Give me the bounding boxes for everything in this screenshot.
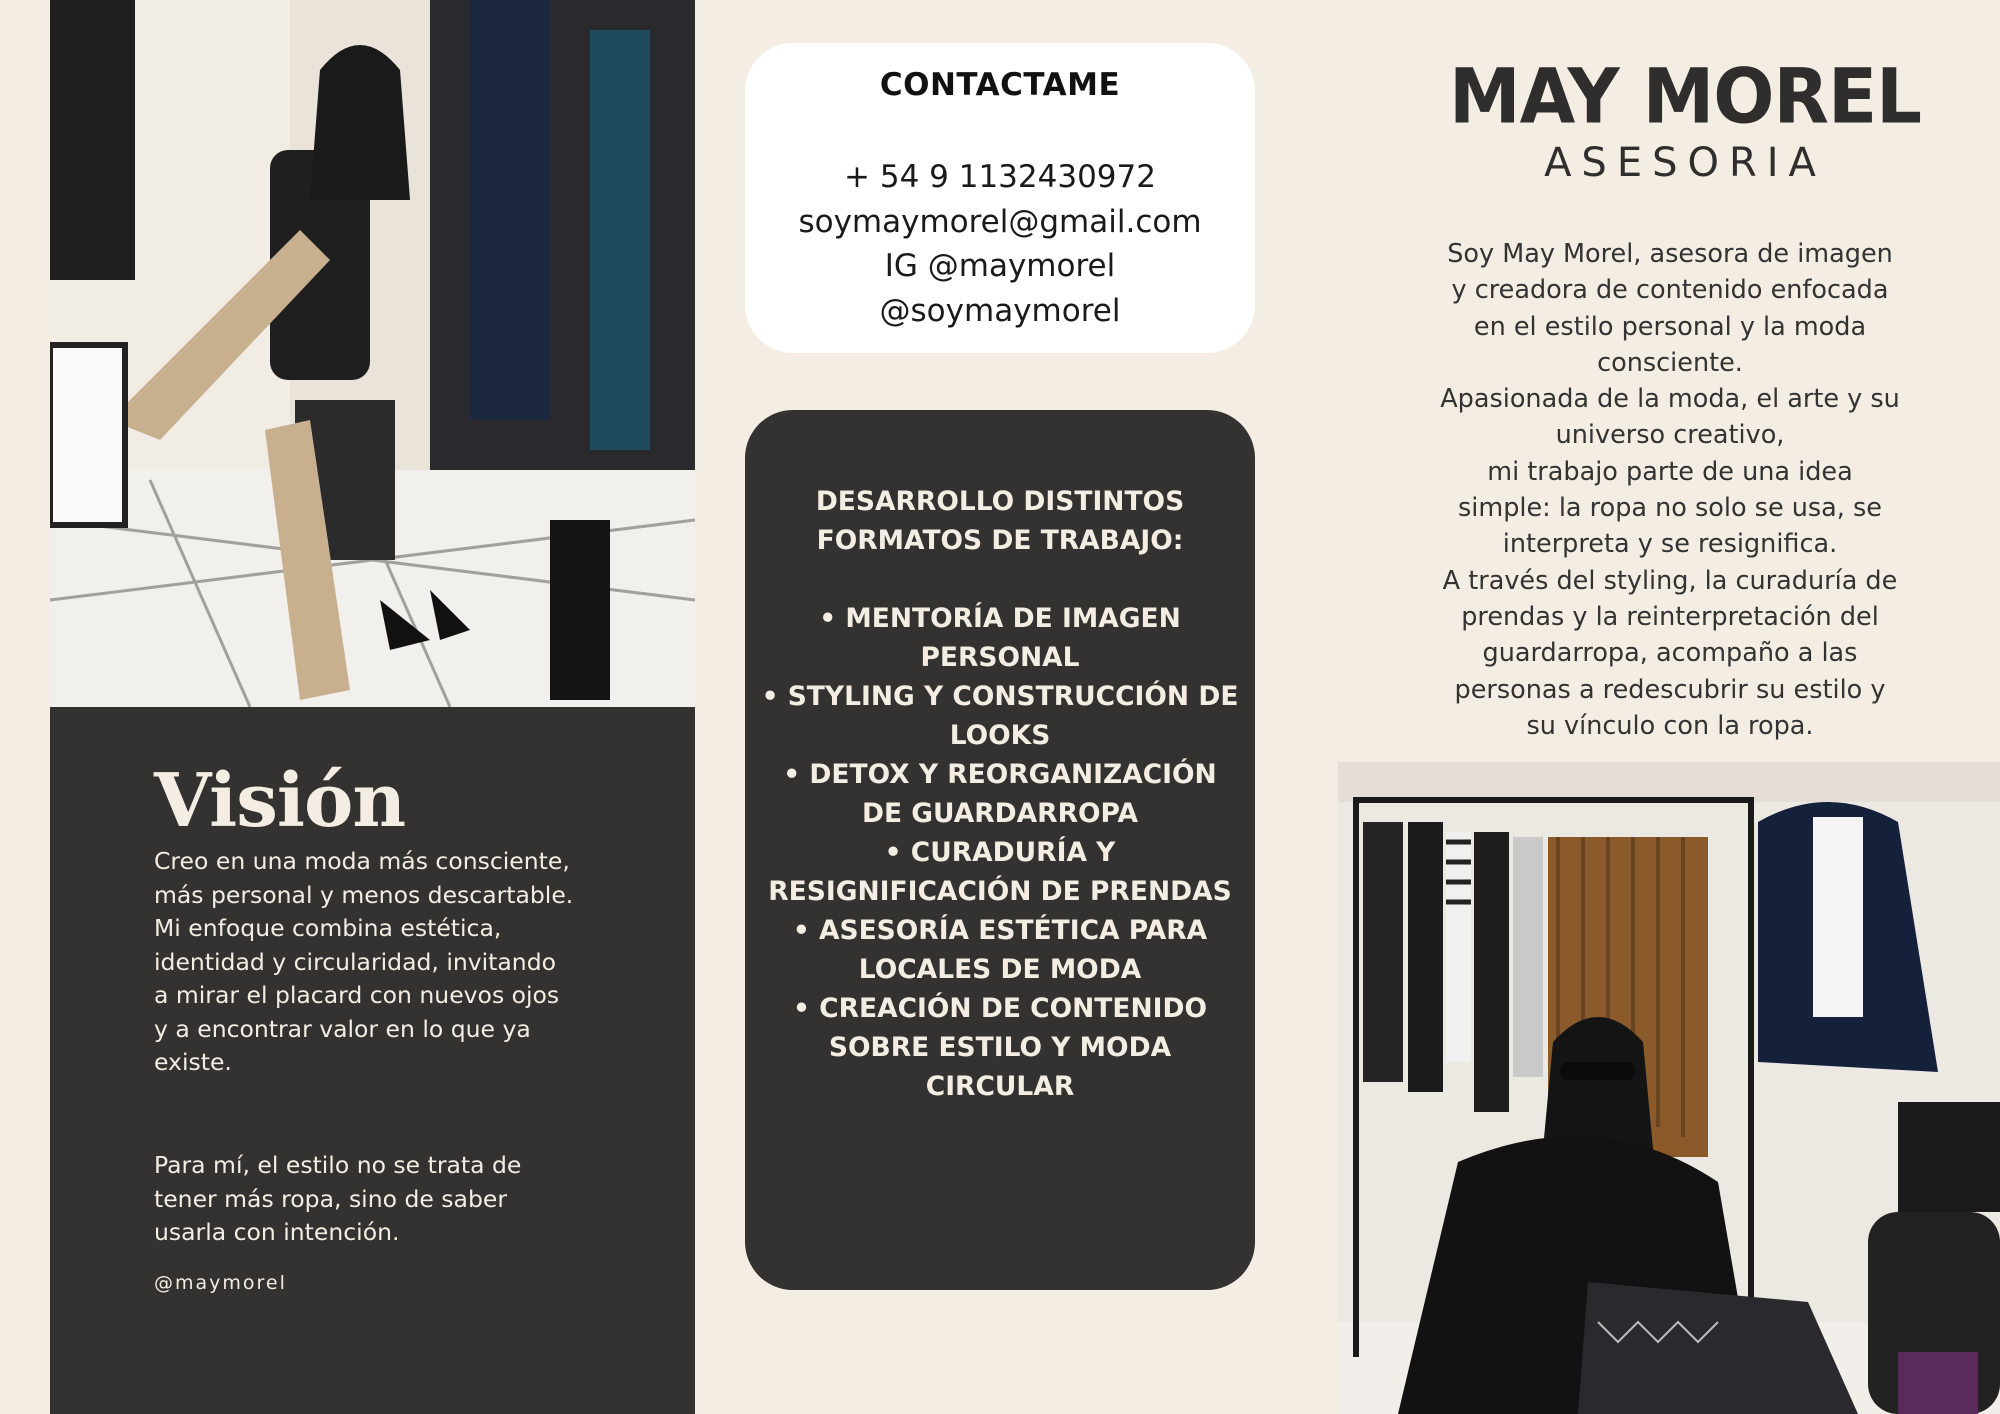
about-line: y creadora de contenido enfocada bbox=[1451, 275, 1889, 306]
about-line: su vínculo con la ropa. bbox=[1526, 710, 1814, 741]
service-item: • CURADURÍA Y RESIGNIFICACIÓN DE PRENDAS bbox=[768, 837, 1232, 907]
photo-woman-by-clothes-rack bbox=[1338, 762, 2000, 1414]
about-line: Apasionada de la moda, el arte y su bbox=[1440, 384, 1900, 415]
about-line: Soy May Morel, asesora de imagen bbox=[1447, 239, 1893, 269]
about-line: interpreta y se resignifica. bbox=[1502, 529, 1838, 560]
about-line: mi trabajo parte de una idea bbox=[1487, 456, 1853, 487]
about-line: en el estilo personal y la moda bbox=[1473, 311, 1867, 342]
contact-instagram[interactable]: IG @maymorel bbox=[884, 248, 1116, 284]
service-item: • MENTORÍA DE IMAGEN PERSONAL bbox=[819, 603, 1181, 673]
about-line: simple: la ropa no solo se usa, se bbox=[1457, 493, 1882, 524]
about-line: consciente. bbox=[1597, 347, 1743, 378]
about-line: A través del styling, la curaduría de bbox=[1442, 565, 1898, 596]
service-item: • STYLING Y CONSTRUCCIÓN DE LOOKS bbox=[761, 681, 1239, 751]
contact-email[interactable]: soymaymorel@gmail.com bbox=[798, 203, 1202, 240]
about-line: personas a redescubrir su estilo y bbox=[1454, 674, 1886, 705]
contact-phone[interactable]: + 54 9 1132430972 bbox=[844, 159, 1156, 195]
service-item: • CREACIÓN DE CONTENIDO SOBRE ESTILO Y MODA CIRCULAR bbox=[792, 993, 1208, 1102]
services-heading: DESARROLLO DISTINTOS FORMATOS DE TRABAJO: bbox=[815, 486, 1185, 556]
about-line: prendas y la reinterpretación del bbox=[1461, 601, 1879, 632]
service-item: • ASESORÍA ESTÉTICA PARA LOCALES DE MODA bbox=[792, 915, 1208, 985]
vision-title: Visión bbox=[154, 758, 406, 844]
brand-name: MAY MOREL bbox=[1448, 51, 1922, 141]
brand-subtitle: ASESORIA bbox=[1544, 140, 1826, 186]
about-line: guardarropa, acompaño a las bbox=[1482, 638, 1858, 669]
contact-details bbox=[745, 155, 1255, 333]
contact-title: CONTACTAME bbox=[879, 67, 1121, 103]
about-text bbox=[1420, 236, 1920, 744]
about-line: universo creativo, bbox=[1555, 420, 1785, 451]
services-list bbox=[760, 482, 1240, 1106]
photo-woman-trying-boots bbox=[50, 0, 695, 707]
vision-handle: @maymorel bbox=[154, 1272, 287, 1294]
contact-instagram-2[interactable]: @soymaymorel bbox=[879, 292, 1121, 329]
service-item: • DETOX Y REORGANIZACIÓN DE GUARDARROPA bbox=[783, 759, 1217, 829]
vision-paragraph-2: Para mí, el estilo no se trata de tener más ropa, sino de saber usarla con intención. bbox=[154, 1151, 522, 1246]
vision-paragraph-1: Creo en una moda más consciente, más personal y menos descartable. Mi enfoque combina estética, identidad y circularidad, invitando a mirar el placard con nuevos ojos y a encontrar valor en lo que ya existe. bbox=[154, 847, 574, 1076]
